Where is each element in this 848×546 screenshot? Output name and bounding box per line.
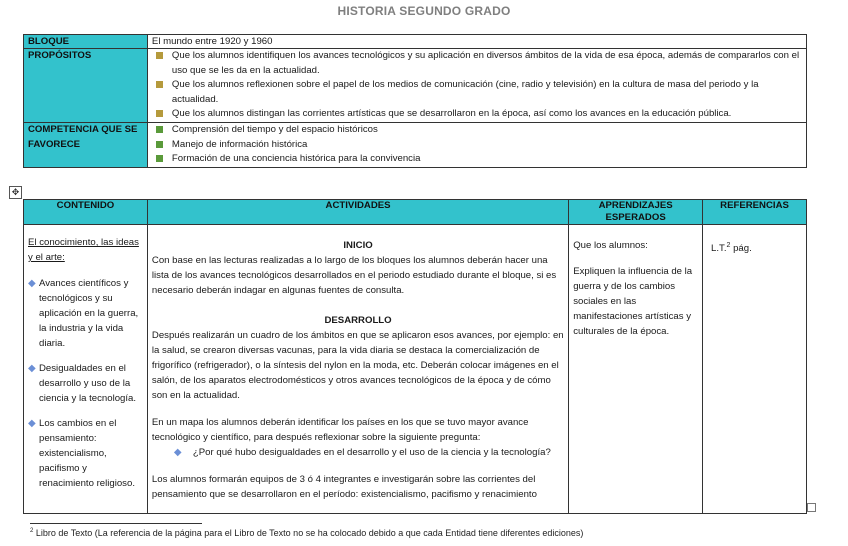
competencias-list: [147, 122, 806, 167]
table-move-handle-icon[interactable]: ✥: [9, 186, 22, 199]
contenido-item: ◆ Los cambios en el pensamiento: existencialismo, pacifismo y renacimiento religioso.: [28, 418, 135, 489]
inicio-title: INICIO: [343, 240, 373, 251]
header-referencias: REFERENCIAS: [703, 200, 807, 225]
footnote-text: Libro de Texto (La referencia de la página para el Libro de Texto no se ha colocado debido a que cada Entidad tiene diferentes ediciones): [33, 528, 584, 538]
contenido-cell: [24, 225, 148, 514]
diamond-bullet-icon: ◆: [28, 278, 36, 289]
referencias-prefix: L.T.: [711, 243, 727, 255]
bullet-icon: [156, 81, 163, 88]
footnote-ref[interactable]: 2: [726, 242, 731, 249]
proposito-item: Que los alumnos reflexionen sobre el papel de los medios de comunicación (cine, radio y televisión) en la cultura de masa del periodo y la actualidad.: [150, 78, 802, 107]
page-title: HISTORIA SEGUNDO GRADO: [337, 4, 511, 18]
header-aprendizajes: APRENDIZAJES ESPERADOS: [569, 200, 703, 225]
competencia-label: COMPETENCIA QUE SE FAVORECE: [24, 122, 148, 167]
aprendizajes-intro: Que los alumnos:: [573, 240, 648, 251]
proposito-item: Que los alumnos distingan las corrientes artísticas que se desarrollaron en la época, así como los avances en la educación pública.: [150, 107, 802, 122]
equipos-text: Los alumnos formarán equipos de 3 ó 4 integrantes e investigarán sobre las corrientes del pensamiento que se desarrollaron en el período: existencialismo, pacifismo y renacimiento: [151, 474, 537, 500]
propositos-row: [24, 49, 807, 123]
main-header-row: [24, 200, 807, 225]
mapa-text: En un mapa los alumnos deberán identificar los países en los que se tuvo mayor avance tecnológico y científico, para después reflexionar sobre la siguiente pregunta:: [151, 417, 529, 443]
bullet-icon: [156, 155, 163, 162]
bullet-icon: [156, 110, 163, 117]
contenido-heading: El conocimiento, las ideas y el arte:: [28, 237, 139, 263]
competencia-item: Manejo de información histórica: [150, 138, 802, 153]
pregunta-item: ◆ ¿Por qué hubo desigualdades en el desarrollo y el uso de la ciencia y la tecnología?: [173, 447, 551, 458]
aprendizajes-text: Expliquen la influencia de la guerra y de los cambios sociales en las manifestaciones artísticas y culturales de la época.: [573, 266, 693, 337]
header-contenido: CONTENIDO: [24, 200, 148, 225]
bloque-row: [24, 35, 807, 49]
diamond-bullet-icon: ◆: [28, 418, 36, 429]
bloque-value: El mundo entre 1920 y 1960: [147, 35, 806, 49]
competencia-row: [24, 122, 807, 167]
competencia-item: Comprensión del tiempo y del espacio históricos: [150, 123, 802, 138]
desarrollo-text: Después realizarán un cuadro de los ámbitos en que se aplicaron esos avances, por ejemplo: en la salud, se crearon diversas vacunas, para la vida diaria se destaca la comercialización de frigorífico (refrigerador), o la síntesis del nylon en la moda, etc. Deberán colocar imágenes en el salón, de los aparatos electrodomésticos y otros avances tecnológicos de la época y de cómo son en la actualidad.: [151, 330, 564, 401]
footnote: [30, 528, 583, 538]
competencia-item: Formación de una conciencia histórica para la convivencia: [150, 152, 802, 167]
bloque-label: BLOQUE: [24, 35, 148, 49]
footnote-mark: 2: [30, 528, 34, 534]
aprendizajes-cell: [569, 225, 703, 514]
propositos-label: PROPÓSITOS: [24, 49, 148, 123]
propositos-list: [147, 49, 806, 123]
inicio-text: Con base en las lecturas realizadas a lo largo de los bloques los alumnos deberán hacer una lista de los avances tecnológicos desarrollados en el periodo estudiado durante el bloque, si es necesario deberán indagar en algunas fuentes de consulta.: [151, 255, 557, 296]
contenido-item: ◆ Desigualdades en el desarrollo y uso de la ciencia y la tecnología.: [28, 363, 137, 404]
diamond-bullet-icon: ◆: [28, 363, 36, 374]
footnote-separator: [30, 523, 202, 524]
bullet-icon: [156, 52, 163, 59]
actividades-cell: [147, 225, 568, 514]
referencias-suffix: pág.: [730, 243, 752, 255]
bullet-icon: [156, 126, 163, 133]
desarrollo-title: DESARROLLO: [324, 315, 392, 326]
bullet-icon: [156, 141, 163, 148]
diamond-bullet-icon: ◆: [173, 447, 182, 458]
referencias-cell: [703, 225, 807, 514]
top-table: [23, 34, 807, 168]
contenido-item: ◆ Avances científicos y tecnológicos y su aplicación en la guerra, la industria y la vida diaria.: [28, 278, 139, 349]
table-resize-handle-icon[interactable]: [807, 503, 816, 512]
main-table: [23, 199, 807, 514]
header-actividades: ACTIVIDADES: [147, 200, 568, 225]
proposito-item: Que los alumnos identifiquen los avances tecnológicos y su aplicación en diversos ámbitos de la vida de esa época, además de compararlos con el uso que se les da en la actualidad.: [150, 49, 802, 78]
main-content-row: [24, 225, 807, 514]
